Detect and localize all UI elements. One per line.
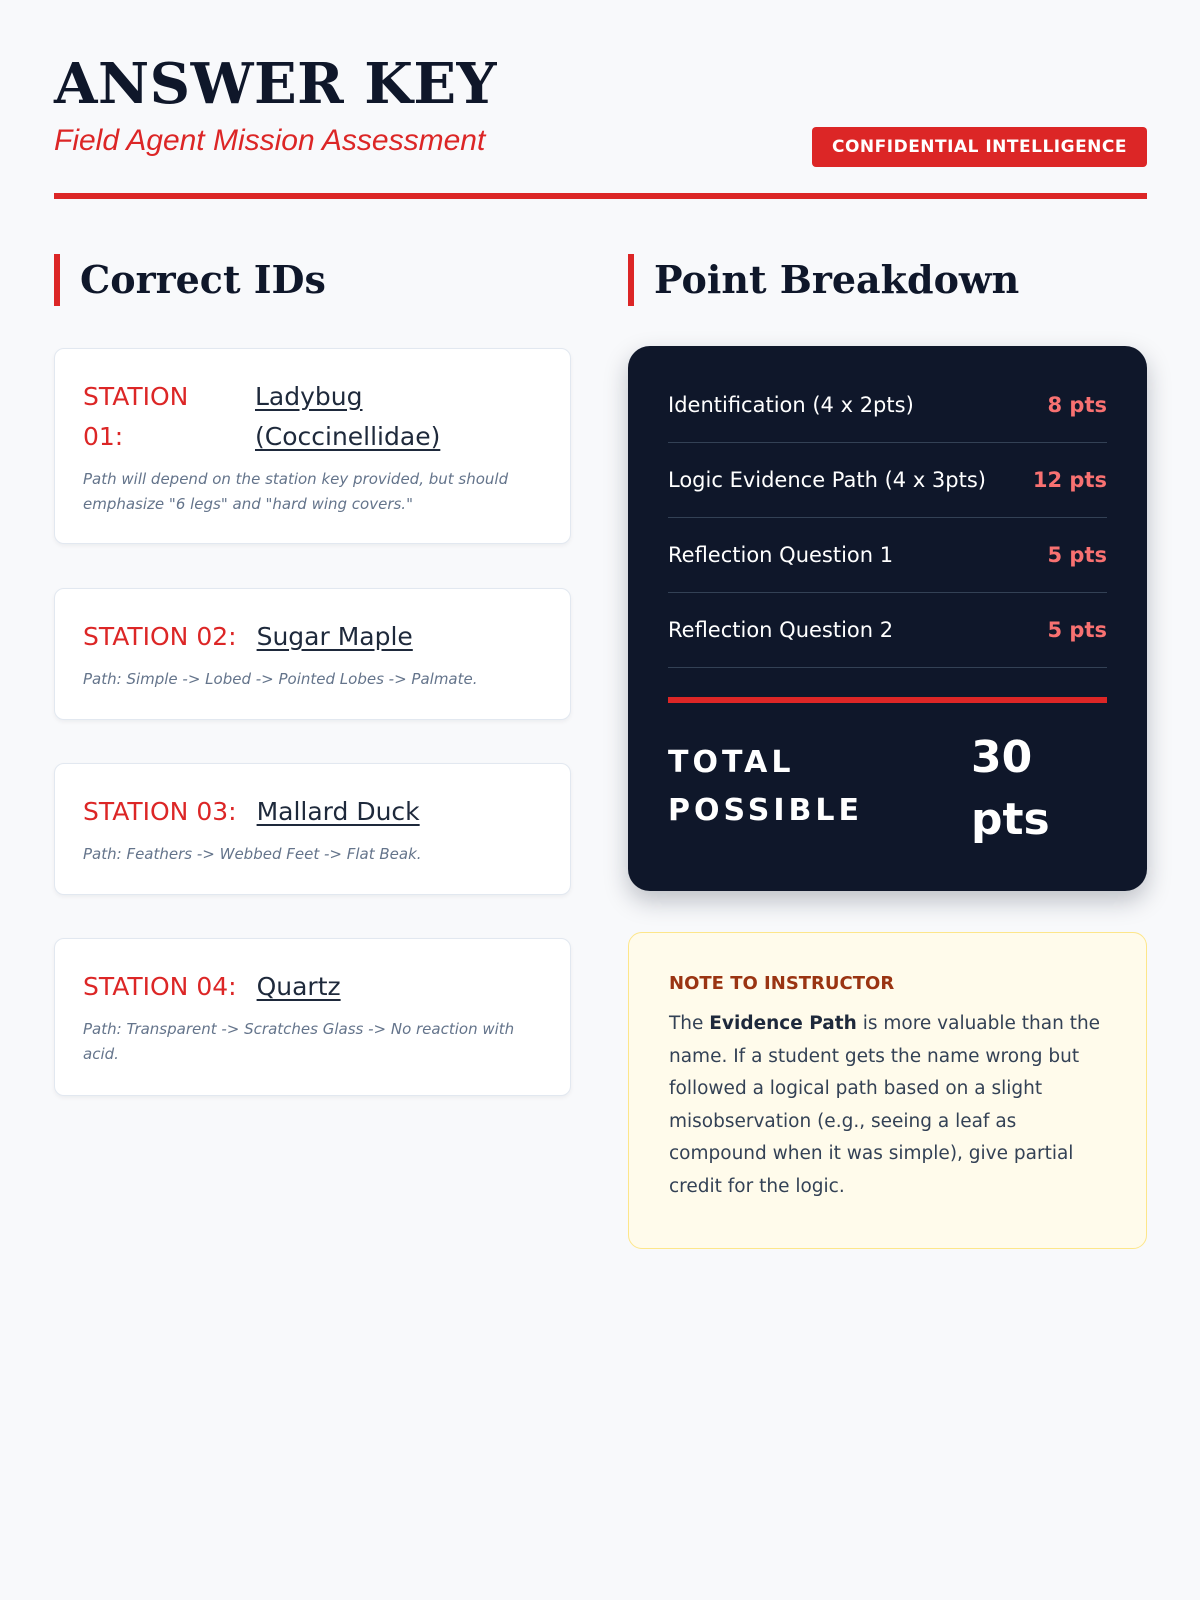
total-label: TOTAL POSSIBLE — [668, 745, 863, 828]
station-answer: Quartz — [256, 972, 341, 1001]
page-subtitle: Field Agent Mission Assessment — [54, 124, 486, 157]
point-label: Reflection Question 1 — [668, 543, 894, 567]
station-path: Path will depend on the station key provided, but should emphasize "6 legs" and "hard wing covers." — [83, 470, 509, 513]
point-breakdown-heading: Point Breakdown — [628, 254, 1147, 306]
station-card-03 — [54, 763, 571, 895]
station-path: Path: Transparent -> Scratches Glass -> No reaction with acid. — [83, 1020, 515, 1063]
point-row — [668, 593, 1107, 668]
total-value: 30 pts — [971, 732, 1050, 845]
point-label: Identification (4 x 2pts) — [668, 393, 914, 417]
point-row — [668, 443, 1107, 518]
point-row — [668, 368, 1107, 443]
station-card-01 — [54, 348, 571, 544]
points-panel — [628, 346, 1147, 891]
note-body-prefix: The — [669, 1013, 710, 1034]
instructor-note — [628, 932, 1147, 1249]
page-header — [54, 0, 1147, 200]
point-label: Logic Evidence Path (4 x 3pts) — [668, 468, 986, 492]
confidential-badge: CONFIDENTIAL INTELLIGENCE — [812, 127, 1147, 167]
station-path: Path: Feathers -> Webbed Feet -> Flat Beak. — [83, 845, 422, 863]
page-title: ANSWER KEY — [54, 51, 498, 117]
station-answer: Ladybug (Coccinellidae) — [255, 382, 441, 451]
note-title: NOTE TO INSTRUCTOR — [669, 973, 895, 994]
point-value: 8 pts — [1047, 393, 1107, 417]
point-row — [668, 518, 1107, 593]
header-divider — [54, 193, 1147, 199]
point-value: 5 pts — [1047, 543, 1107, 567]
note-body — [669, 1008, 1106, 1203]
station-card-04 — [54, 938, 571, 1096]
station-card-02 — [54, 588, 571, 720]
total-divider — [668, 697, 1107, 703]
note-body-bold: Evidence Path — [709, 1013, 857, 1034]
station-answer: Sugar Maple — [256, 622, 413, 651]
point-breakdown-column — [628, 254, 1147, 1197]
station-answer: Mallard Duck — [256, 797, 420, 826]
answer-key-page — [54, 0, 1147, 1197]
station-path: Path: Simple -> Lobed -> Pointed Lobes -> Palmate. — [83, 670, 478, 688]
point-label: Reflection Question 2 — [668, 618, 894, 642]
correct-ids-heading: Correct IDs — [54, 254, 573, 306]
point-value: 12 pts — [1032, 468, 1107, 492]
note-body-rest: is more valuable than the name. If a student gets the name wrong but followed a logical path based on a slight misobservation (e.g., seeing a leaf as compound when it was simple), give partial credit for the logic. — [669, 1013, 1101, 1197]
correct-ids-column — [54, 254, 573, 1063]
station-label: STATION 02: — [83, 622, 237, 651]
station-label: STATION 04: — [83, 972, 237, 1001]
station-label: STATION 03: — [83, 797, 237, 826]
point-value: 5 pts — [1047, 618, 1107, 642]
station-label: STATION 01: — [83, 382, 189, 451]
